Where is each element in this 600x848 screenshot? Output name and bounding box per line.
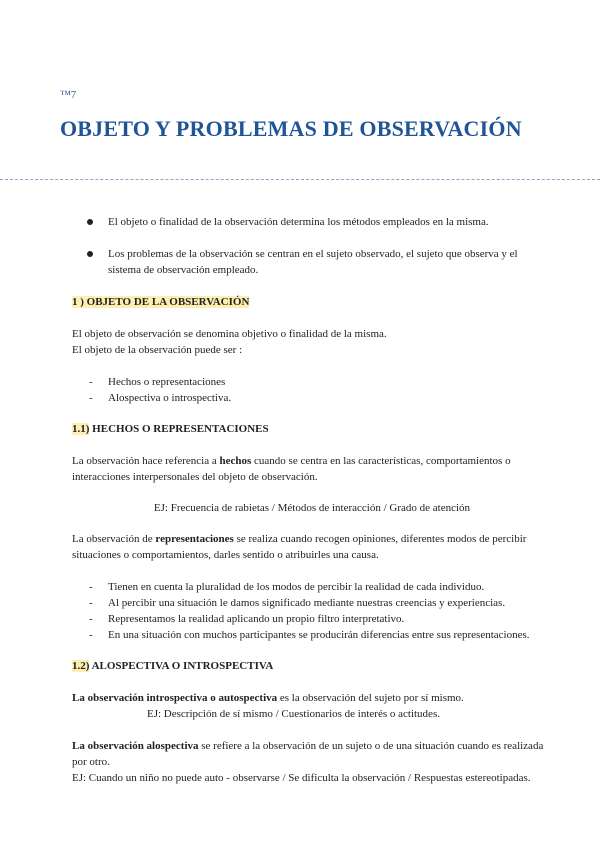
section-1-1-paragraph-2: La observación de representaciones se realiza cuando recogen opiniones, diferentes modos de percibir situaciones o comportamientos, darles sentido o atribuirles una causa. — [72, 533, 527, 561]
topic-tag: ™7 — [60, 89, 77, 101]
section-1-1-example: EJ: Frecuencia de rabietas / Métodos de interacción / Grado de atención — [153, 502, 471, 514]
page-title: OBJETO Y PROBLEMAS DE OBSERVACIÓN — [60, 116, 522, 141]
intro-bullet: El objeto o finalidad de la observación determina los métodos empleados en la misma. — [72, 214, 552, 230]
list-item: - Alospectiva o introspectiva. — [89, 392, 232, 404]
section-1-1-heading: 1.1) HECHOS O REPRESENTACIONES — [72, 423, 269, 435]
section-1-list — [72, 374, 552, 406]
intro-bullets — [72, 214, 552, 278]
section-1-2-heading: 1.2) ALOSPECTIVA O INTROSPECTIVA — [72, 660, 274, 672]
list-item: - Representamos la realidad aplicando un propio filtro interpretativo. — [89, 613, 405, 625]
section-1-2-paragraph-1: La observación introspectiva o autospectiva es la observación del sujeto por sí mismo. EJ: Descripción de sí mismo / Cuestionarios de interés o actitudes. — [72, 690, 552, 722]
title-divider — [0, 179, 600, 180]
bullet-dot-icon — [87, 219, 93, 225]
example-line: EJ: Cuando un niño no puede auto - observarse / Se dificulta la observación / Respuestas estereotipadas. — [72, 772, 531, 784]
list-item: - Tienen en cuenta la pluralidad de los modos de percibir la realidad de cada individuo. — [89, 581, 485, 593]
bullet-dot-icon — [87, 251, 93, 257]
paragraph: El objeto de la observación puede ser : — [72, 344, 243, 356]
example-line: EJ: Descripción de sí mismo / Cuestionarios de interés o actitudes. — [147, 708, 440, 720]
section-1-2-paragraph-2: La observación alospectiva se refiere a la observación de un sujeto o de una situación cuando es realizada por otro. EJ: Cuando un niño no puede auto - observarse / Se dificulta la observación / Respuestas estereotipadas. — [72, 738, 552, 786]
intro-bullet: Los problemas de la observación se centran en el sujeto observado, el sujeto que observa y el sistema de observación empleado. — [72, 246, 552, 278]
paragraph: El objeto de observación se denomina objetivo o finalidad de la misma. — [72, 328, 387, 340]
list-item: - Hechos o representaciones — [89, 376, 226, 388]
section-1-1-paragraph-1: La observación hace referencia a hechos cuando se centra en las características, comportamientos o interacciones interpersonales del objeto de observación. — [72, 455, 511, 483]
section-1-heading: 1 ) OBJETO DE LA OBSERVACIÓN — [72, 296, 250, 308]
list-item: - En una situación con muchos participantes se producirán diferencias entre sus representaciones. — [89, 629, 530, 641]
section-1-1-list — [72, 579, 552, 643]
section-1-body — [72, 326, 552, 358]
list-item: - Al percibir una situación le damos significado mediante nuestras creencias y experiencias. — [89, 597, 506, 609]
